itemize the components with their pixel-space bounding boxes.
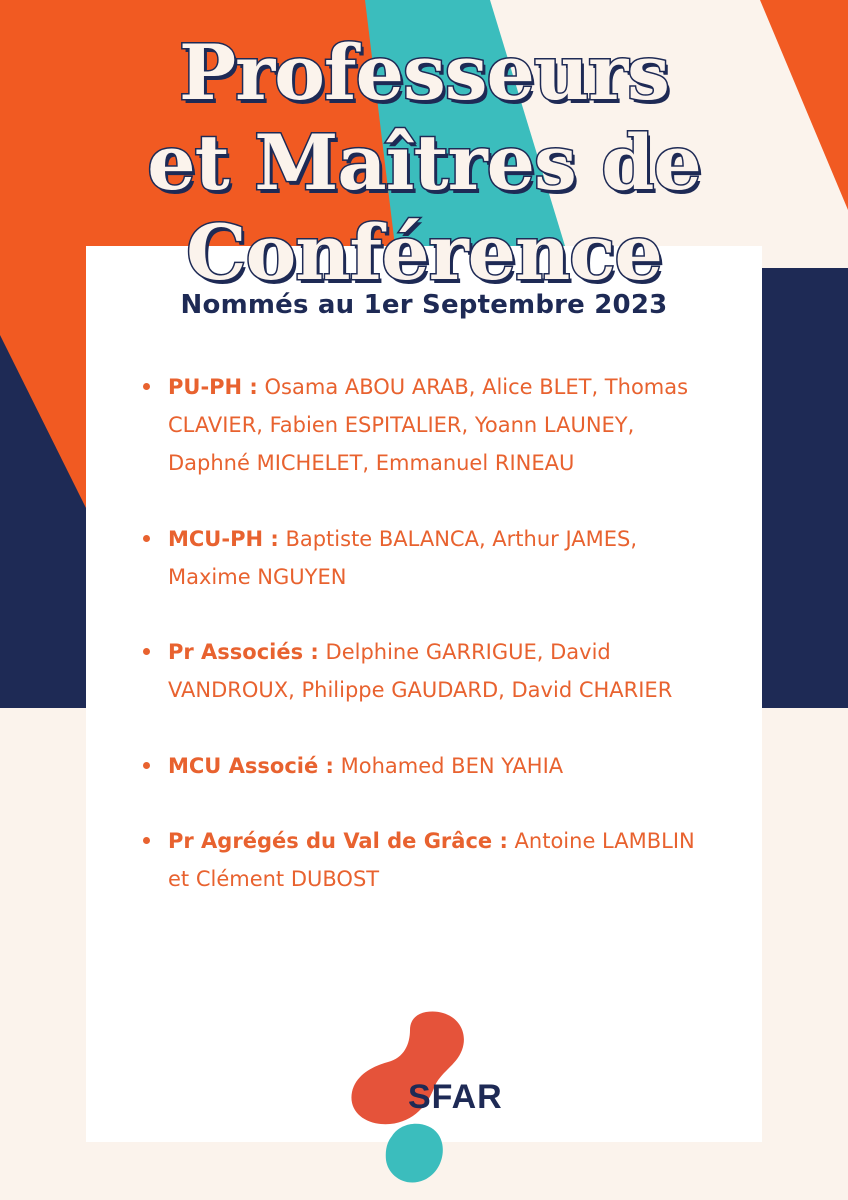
list-item: [140, 368, 710, 482]
title-line: et Maîtres de: [147, 118, 701, 207]
appointment-list: [140, 368, 710, 898]
list-item: [140, 822, 710, 898]
names-text: Mohamed BEN YAHIA: [340, 754, 564, 778]
subtitle: Nommés au 1er Septembre 2023: [180, 290, 668, 320]
names-text: Delphine GARRIGUE, David VANDROUX, Philippe GAUDARD, David CHARIER: [168, 640, 673, 702]
role-label: MCU-PH :: [168, 527, 279, 551]
role-label: Pr Associés :: [168, 640, 319, 664]
names-text: Baptiste BALANCA, Arthur JAMES, Maxime NGUYEN: [168, 527, 638, 589]
names-text: Osama ABOU ARAB, Alice BLET, Thomas CLAVIER, Fabien ESPITALIER, Yoann LAUNEY, Daphné MICHELET, Emmanuel RINEAU: [168, 375, 689, 475]
list-item: [140, 747, 710, 785]
title-line: Conférence: [186, 208, 662, 297]
role-label: PU-PH :: [168, 375, 258, 399]
role-label: Pr Agrégés du Val de Grâce :: [168, 829, 508, 853]
logo-text: SFAR: [408, 1078, 503, 1116]
page-title: [0, 28, 848, 298]
list-item: [140, 633, 710, 709]
sfar-logo: [330, 1008, 520, 1188]
title-line: Professeurs: [179, 28, 669, 117]
list-item: [140, 520, 710, 596]
names-text: Antoine LAMBLIN et Clément DUBOST: [168, 829, 695, 891]
role-label: MCU Associé :: [168, 754, 334, 778]
